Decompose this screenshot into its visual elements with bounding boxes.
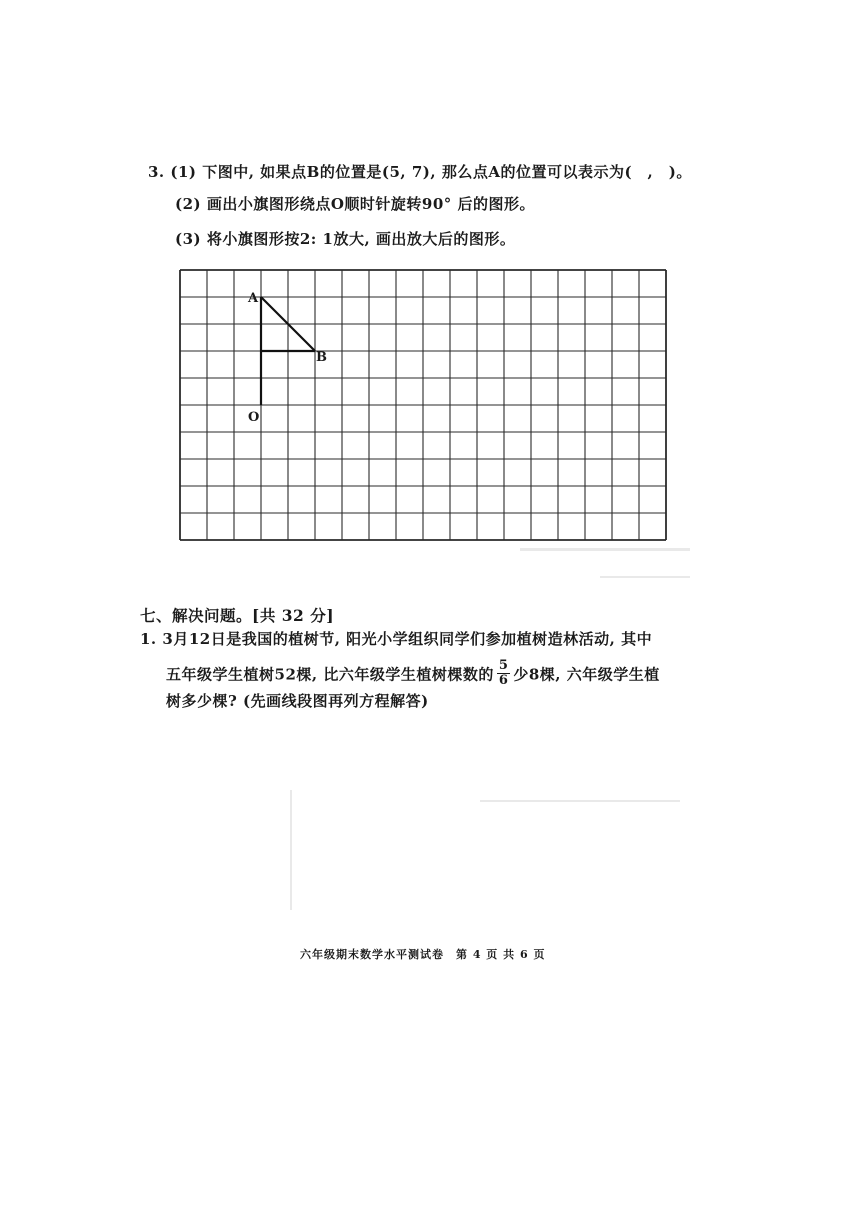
point-a-label: A bbox=[248, 291, 259, 306]
problem-1-text-before-fraction: 五年级学生植树52棵, 比六年级学生植树棵数的 bbox=[166, 665, 494, 684]
scan-smudge bbox=[290, 790, 292, 910]
point-o-label: O bbox=[248, 410, 260, 425]
fraction-five-sixths bbox=[497, 659, 511, 688]
scan-smudge bbox=[480, 800, 680, 802]
section-7-heading: 七、解决问题。[共 32 分] bbox=[140, 606, 335, 625]
problem-1-line-2 bbox=[166, 658, 660, 690]
question-3-part-3: (3) 将小旗图形按2: 1放大, 画出放大后的图形。 bbox=[175, 230, 516, 248]
fraction-numerator: 5 bbox=[498, 658, 509, 673]
question-3-part-2: (2) 画出小旗图形绕点O顺时针旋转90° 后的图形。 bbox=[175, 195, 536, 213]
problem-1-line-3: 树多少棵? (先画线段图再列方程解答) bbox=[166, 692, 429, 710]
point-b-label: B bbox=[316, 350, 327, 365]
fraction-denominator: 6 bbox=[498, 673, 509, 688]
problem-1-line-1: 1. 3月12日是我国的植树节, 阳光小学组织同学们参加植树造林活动, 其中 bbox=[140, 630, 653, 648]
problem-1-text-after-fraction: 少8棵, 六年级学生植 bbox=[513, 665, 660, 684]
grid-lines bbox=[180, 270, 666, 540]
page-footer: 六年级期末数学水平测试卷 第 4 页 共 6 页 bbox=[300, 948, 546, 961]
question-3-part-1: 3. (1) 下图中, 如果点B的位置是(5, 7), 那么点A的位置可以表示为( , )。 bbox=[148, 163, 692, 181]
scan-smudge bbox=[520, 548, 690, 551]
scan-smudge bbox=[600, 576, 690, 578]
